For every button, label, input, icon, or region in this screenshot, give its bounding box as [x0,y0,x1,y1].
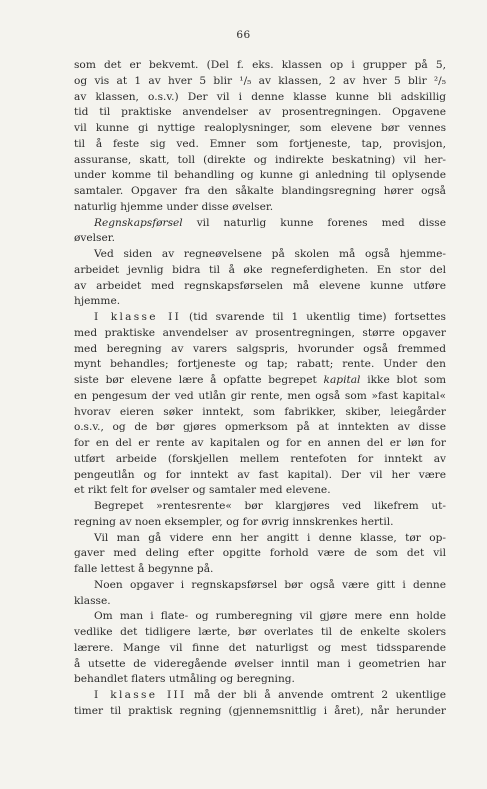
line-segment: gaver med deling efter opgitte forhold være de som det vil [74,547,446,560]
text-line [74,515,446,531]
line-segment: må der bli å anvende omtrent 2 ukentlige [186,689,446,701]
line-segment: siste bør elevene lære å opfatte begrepet [74,374,324,386]
text-line [74,641,446,657]
text-line [74,562,446,578]
text-line [74,90,446,106]
text-line [74,326,446,342]
text-line [74,609,446,625]
text-line [74,531,446,547]
text-line [74,263,446,279]
line-segment: timer til praktisk regning (gjennemsnittlig i året), når herunder [74,704,446,717]
line-segment: for en del er rente av kapitalen og for en annen del er løn for [74,437,446,449]
line-segment: behandlet flaters utmåling og beregning. [74,673,295,686]
line-segment: av klassen, o.s.v.) Der vil i denne klasse kunne bli adskillig [74,90,446,103]
text-line [74,625,446,641]
line-segment: falle lettest å begynne på. [74,563,214,575]
text-line [74,105,446,121]
line-segment: naturlig hjemme under disse øvelser. [74,200,274,213]
line-segment: klasse. [74,594,111,607]
text-line [74,499,446,515]
text-line [74,468,446,484]
text-line [74,704,446,720]
line-segment: arbeidet jevnlig bidra til å øke regneferdigheten. En stor del [74,263,446,276]
text-line [74,58,446,74]
line-segment: et rikt felt for øvelser og samtaler med elevene. [74,484,331,497]
line-segment: med praktiske anvendelser av prosentregningen, større opgaver [74,326,446,339]
text-line [74,672,446,688]
line-segment: av arbeidet med regnskapsførselen må elevene kunne utføre [74,279,446,292]
text-line [74,436,446,452]
text-line [74,578,446,594]
line-segment: (tid svarende til 1 ukentlig time) fortsettes [181,311,446,323]
text-line [74,294,446,310]
line-segment: Om man i flate- og rumberegning vil gjøre mere enn holde [94,610,446,623]
line-segment: pengeutlån og for inntekt av fast kapital). Der vil her være [74,468,446,481]
text-line [74,184,446,200]
line-segment: assuranse, skatt, toll (direkte og indirekte beskatning) vil her- [74,153,446,166]
line-segment: samtaler. Opgaver fra den såkalte blandingsregning hører også [74,185,446,197]
line-segment: som det er bekvemt. (Del f. eks. klassen op i grupper på 5, [74,59,446,71]
line-segment: tid til praktiske anvendelser av prosentregningen. Opgavene [74,106,446,119]
text-line [74,247,446,263]
text-line [74,216,446,232]
line-segment: lærere. Mange vil finne det naturligst og mest tidssparende [74,641,446,654]
text-line [74,168,446,184]
text-line [74,420,446,436]
text-line [74,153,446,169]
text-line [74,546,446,562]
text-line [74,389,446,405]
text-line [74,121,446,137]
text-line [74,342,446,358]
text-line [74,310,446,326]
line-segment: Noen opgaver i regnskapsførsel bør også være gitt i denne [94,578,446,591]
line-segment: hvorav eieren søker inntekt, som fabrikker, skiber, leiegårder [74,405,446,418]
body-text [74,58,446,720]
line-segment: under komme til behandling og kunne gi anledning til oplysende [74,169,446,182]
line-segment: med beregning av varers salgspris, hvorunder også fremmed [74,342,446,355]
line-segment: å utsette de videregående øvelser inntil man i geometrien har [74,657,446,670]
page-number: 66 [236,29,251,41]
line-segment: en pengesum der ved utlån gir rente, men også som »fast kapital« [74,389,446,402]
line-segment: vil kunne gi nyttige realoplysninger, som elevene bør vennes [74,122,446,134]
text-line [74,373,446,389]
text-line [74,688,446,704]
text-line [74,594,446,610]
line-segment: mynt behandles; fortjeneste og tap; rabatt; rente. Under den [74,358,446,371]
line-segment: hjemme. [74,295,121,308]
line-segment: Ved siden av regneøvelsene på skolen må også hjemme- [94,248,446,260]
line-segment: til å feste sig ved. Emner som fortjeneste, tap, provisjon, [74,137,446,150]
line-segment: Vil man gå videre enn her angitt i denne klasse, tør op- [94,531,446,544]
line-segment: ikke blot som [360,374,446,386]
line-segment: I klasse II [94,311,182,323]
line-segment: Regnskapsførsel [94,216,183,229]
text-line [74,200,446,216]
line-segment: vil naturlig kunne forenes med disse [182,216,446,229]
line-segment: utført arbeide (forskjellen mellem rentefoten for inntekt av [74,452,446,465]
text-line [74,483,446,499]
line-segment: kapital [323,374,361,386]
line-segment: vedlike det tidligere lærte, bør overlates til de enkelte skolers [74,626,446,638]
line-segment: Begrepet »rentesrente« bør klargjøres ved likefrem ut- [94,500,446,512]
line-segment: øvelser. [74,232,115,245]
text-line [74,405,446,421]
line-segment: og vis at 1 av hver 5 blir ¹/₅ av klassen, 2 av hver 5 blir ²/₅ [74,74,446,87]
text-line [74,452,446,468]
text-line [74,357,446,373]
text-line [74,137,446,153]
text-line [74,279,446,295]
text-line [74,74,446,90]
text-line [74,231,446,247]
line-segment: o.s.v., og de bør gjøres opmerksom på at inntekten av disse [74,421,446,434]
text-line [74,657,446,673]
line-segment: I klasse III [94,689,187,701]
line-segment: regning av noen eksempler, og for øvrig innskrenkes hertil. [74,515,394,528]
